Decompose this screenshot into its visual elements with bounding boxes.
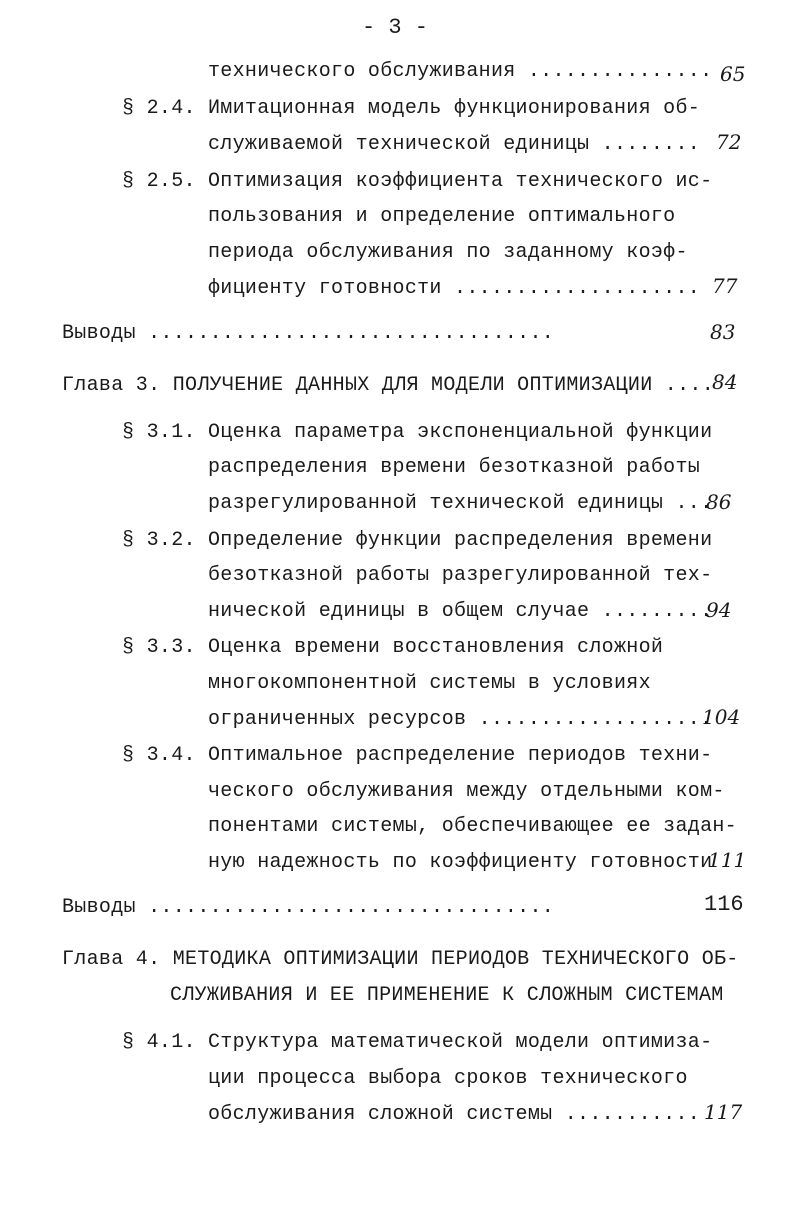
toc-entry-3.3-line-2: многокомпонентной системы в условиях [208, 672, 651, 695]
toc-entry-4.1-line-1: Структура математической модели оптимиза- [208, 1031, 713, 1054]
toc-entry-3.4-marker: § 3.4. [122, 744, 196, 767]
toc-entry-2.5-line-2: пользования и определение оптимального [208, 205, 676, 228]
toc-entry-4.1-marker: § 4.1. [122, 1031, 196, 1054]
toc-entry-2.3-line-1: технического обслуживания ............... [208, 60, 713, 83]
toc-entry-3.2-line-2: безотказной работы разрегулированной тех- [208, 564, 713, 587]
toc-conclusions-3-page: 116 [704, 892, 744, 917]
toc-entry-3.3-marker: § 3.3. [122, 636, 196, 659]
toc-entry-3.3-line-1: Оценка времени восстановления сложной [208, 636, 664, 659]
toc-entry-2.5-marker: § 2.5. [122, 170, 196, 193]
toc-entry-3.1-line-2: распределения времени безотказной работы [208, 456, 701, 479]
toc-entry-2.4-line-1: Имитационная модель функционирования об- [208, 97, 701, 120]
toc-entry-3.4-line-4: ную надежность по коэффициенту готовности [208, 851, 713, 874]
toc-entry-3.4-page: 111 [708, 848, 747, 872]
toc-entry-2.4-line-2: служиваемой технической единицы ........ [208, 133, 701, 156]
toc-entry-2.5-page: 77 [712, 274, 738, 298]
toc-entry-3.1-marker: § 3.1. [122, 421, 196, 444]
toc-conclusions-3: Выводы ................................. [62, 896, 555, 919]
toc-entry-2.3-page: 65 [720, 62, 746, 86]
toc-entry-2.5-line-1: Оптимизация коэффициента технического ис- [208, 170, 713, 193]
toc-chapter-3: Глава 3. ПОЛУЧЕНИЕ ДАННЫХ ДЛЯ МОДЕЛИ ОПТИМИЗАЦИИ .... [62, 374, 715, 397]
toc-entry-2.4-page: 72 [716, 130, 742, 154]
toc-entry-3.2-line-3: нической единицы в общем случае ......... [208, 600, 713, 623]
toc-entry-3.3-line-3: ограниченных ресурсов ................... [208, 708, 713, 731]
toc-chapter-4-line-2: СЛУЖИВАНИЯ И ЕЕ ПРИМЕНЕНИЕ К СЛОЖНЫМ СИСТЕМАМ [170, 984, 724, 1007]
toc-entry-2.5-line-3: периода обслуживания по заданному коэф- [208, 241, 688, 264]
toc-entry-3.1-line-1: Оценка параметра экспоненциальной функции [208, 421, 713, 444]
toc-chapter-3-page: 84 [712, 370, 738, 394]
toc-chapter-4-line-1: Глава 4. МЕТОДИКА ОПТИМИЗАЦИИ ПЕРИОДОВ ТЕХНИЧЕСКОГО ОБ- [62, 948, 739, 971]
toc-entry-3.3-page: 104 [702, 705, 741, 729]
toc-entry-3.2-marker: § 3.2. [122, 529, 196, 552]
toc-entry-3.1-page: 86 [706, 490, 732, 514]
toc-entry-4.1-line-3: обслуживания сложной системы ........... [208, 1103, 701, 1126]
toc-conclusions-2-page: 83 [710, 320, 736, 344]
toc-entry-4.1-line-2: ции процесса выбора сроков технического [208, 1067, 688, 1090]
toc-entry-3.1-line-3: разрегулированной технической единицы ... [208, 492, 713, 515]
toc-entry-3.4-line-3: понентами системы, обеспечивающее ее задан- [208, 815, 737, 838]
page-number: - 3 - [362, 15, 429, 40]
toc-entry-3.4-line-2: ческого обслуживания между отдельными ком- [208, 780, 725, 803]
toc-entry-4.1-page: 117 [704, 1100, 743, 1124]
toc-entry-2.5-line-4: фициенту готовности .................... [208, 277, 701, 300]
toc-entry-2.4-marker: § 2.4. [122, 97, 196, 120]
toc-entry-3.2-line-1: Определение функции распределения времени [208, 529, 713, 552]
toc-entry-3.2-page: 94 [706, 598, 732, 622]
toc-conclusions-2: Выводы ................................. [62, 322, 555, 345]
toc-entry-3.4-line-1: Оптимальное распределение периодов техни- [208, 744, 713, 767]
